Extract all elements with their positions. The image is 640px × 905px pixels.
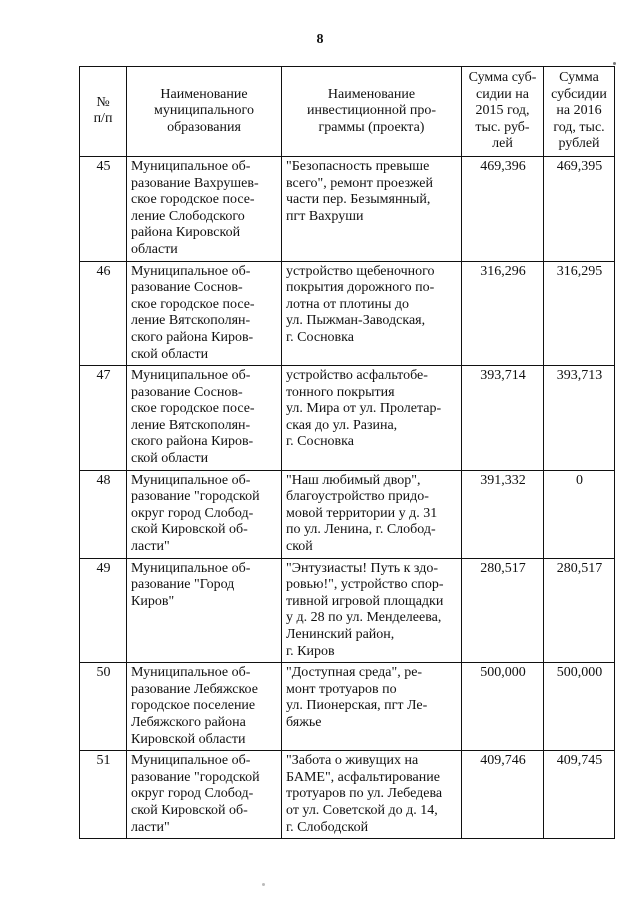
municipality-cell: Муниципальное об- разование Соснов- ское городское посе- ление Вятскополян- ского района Киров- ской области — [127, 261, 282, 366]
sum-2016-cell: 280,517 — [544, 558, 615, 663]
sum-2015-cell: 316,296 — [462, 261, 544, 366]
row-number: 49 — [80, 558, 127, 663]
municipality-cell: Муниципальное об- разование Соснов- ское городское посе- ление Вятскополян- ского района Киров- ской области — [127, 366, 282, 471]
municipality-cell: Муниципальное об- разование Вахрушев- ское городское посе- ление Слободского района Кировской области — [127, 156, 282, 261]
sum-2015-cell: 469,396 — [462, 156, 544, 261]
program-cell: "Забота о живущих на БАМЕ", асфальтирование тротуаров по ул. Лебедева от ул. Советской до д. 14, г. Слободской — [282, 751, 462, 839]
row-number: 51 — [80, 751, 127, 839]
row-number: 50 — [80, 663, 127, 751]
municipality-cell: Муниципальное об- разование "Город Киров" — [127, 558, 282, 663]
sum-2016-cell: 0 — [544, 470, 615, 558]
sum-2016-cell: 409,745 — [544, 751, 615, 839]
municipality-cell: Муниципальное об- разование Лебяжское городское поселение Лебяжского района Кировской области — [127, 663, 282, 751]
sum-2015-cell: 409,746 — [462, 751, 544, 839]
municipality-cell: Муниципальное об- разование "городской округ город Слобод- ской Кировской об- ласти" — [127, 470, 282, 558]
header-sum-2015: Сумма суб- сидии на 2015 год, тыс. руб- лей — [462, 67, 544, 157]
program-cell: "Доступная среда", ре- монт тротуаров по ул. Пионерская, пгт Ле- бяжье — [282, 663, 462, 751]
sum-2016-cell: 469,395 — [544, 156, 615, 261]
sum-2016-cell: 316,295 — [544, 261, 615, 366]
page-number: 8 — [316, 32, 324, 47]
table-row — [80, 558, 615, 663]
sum-2015-cell: 500,000 — [462, 663, 544, 751]
header-sum-2016: Сумма субсидии на 2016 год, тыс. рублей — [544, 67, 615, 157]
header-program: Наименование инвестиционной про- граммы (проекта) — [282, 67, 462, 157]
sum-2015-cell: 391,332 — [462, 470, 544, 558]
header-num: № п/п — [80, 67, 127, 157]
table-row — [80, 261, 615, 366]
row-number: 47 — [80, 366, 127, 471]
table-row — [80, 751, 615, 839]
program-cell: устройство щебеночного покрытия дорожного по- лотна от плотины до ул. Пыжман-Заводская, г. Сосновка — [282, 261, 462, 366]
subsidy-table — [79, 66, 615, 839]
sum-2015-cell: 280,517 — [462, 558, 544, 663]
table-header-row — [80, 67, 615, 157]
table-row — [80, 366, 615, 471]
program-cell: "Энтузиасты! Путь к здо- ровью!", устройство спор- тивной игровой площадки у д. 28 по ул. Менделеева, Ленинский район, г. Киров — [282, 558, 462, 663]
table-row — [80, 156, 615, 261]
sum-2016-cell: 393,713 — [544, 366, 615, 471]
sum-2016-cell: 500,000 — [544, 663, 615, 751]
table-row — [80, 663, 615, 751]
row-number: 46 — [80, 261, 127, 366]
program-cell: "Безопасность превыше всего", ремонт проезжей части пер. Безымянный, пгт Вахруши — [282, 156, 462, 261]
scan-speck — [613, 62, 616, 65]
scan-speck — [262, 883, 265, 886]
row-number: 45 — [80, 156, 127, 261]
program-cell: устройство асфальтобе- тонного покрытия ул. Мира от ул. Пролетар- ская до ул. Разина, г. Сосновка — [282, 366, 462, 471]
municipality-cell: Муниципальное об- разование "городской округ город Слобод- ской Кировской об- ласти" — [127, 751, 282, 839]
header-municipality: Наименование муниципального образования — [127, 67, 282, 157]
row-number: 48 — [80, 470, 127, 558]
table-row — [80, 470, 615, 558]
sum-2015-cell: 393,714 — [462, 366, 544, 471]
program-cell: "Наш любимый двор", благоустройство придо- мовой территории у д. 31 по ул. Ленина, г. Слобод- ской — [282, 470, 462, 558]
